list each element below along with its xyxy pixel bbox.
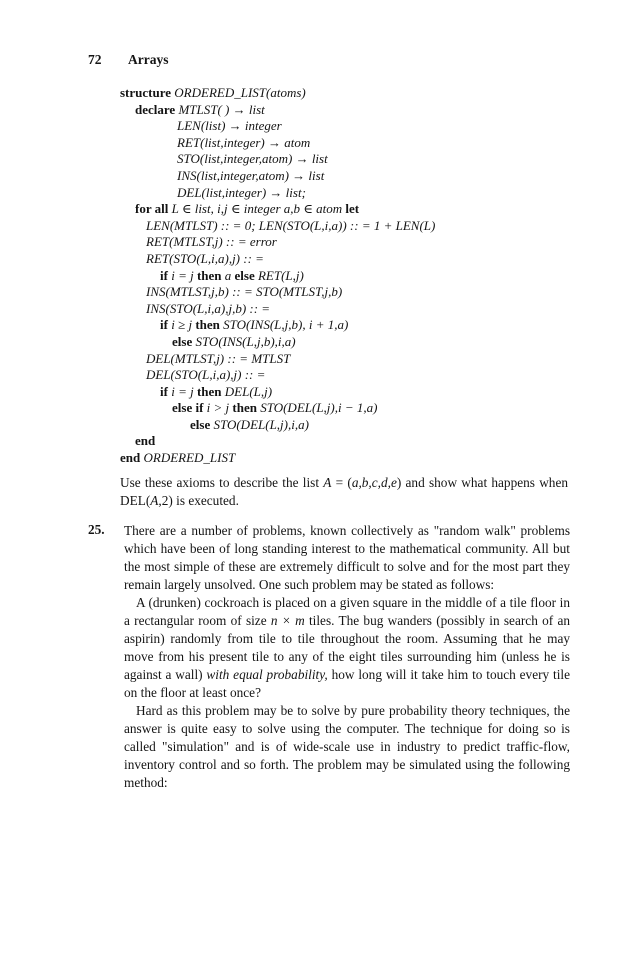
code-line: INS(list,integer,atom) → list [177, 167, 325, 183]
ordered-list-axioms [120, 85, 580, 467]
paragraph: Hard as this problem may be to solve by pure probability theory techniques, the answer is quite easy to solve using the computer. The technique for doing so is called "simulation" and is of wide-scale use in industry to predict traffic-flow, inventory control and so forth. The problem may be simulated using the following method: [124, 703, 570, 790]
page-number: 72 [88, 52, 102, 67]
paragraph: There are a number of problems, known collectively as "random walk" problems which have been of long standing interest to the mathematical community. All but the most simple of these are extremely difficult to solve and for the most part they remain largely unsolved. One such problem may be stated as follows: [124, 523, 570, 592]
code-line: structure ORDERED_LIST(atoms) [120, 85, 306, 100]
code-line: LEN(list) → integer [177, 118, 282, 134]
code-line: STO(list,integer,atom) → list [177, 151, 328, 167]
code-line: else STO(INS(L,j,b),i,a) [172, 333, 296, 349]
code-line: RET(STO(L,i,a),j) :: = [146, 250, 264, 266]
exercise-25-text [124, 522, 570, 792]
code-line: for all L ∈ list, i,j ∈ integer a,b ∈ atom let [135, 201, 360, 217]
running-head [88, 52, 169, 68]
exercise-instruction: Use these axioms to describe the list A = (a,b,c,d,e) and show what happens when DEL(A,2) is executed. [120, 475, 568, 508]
code-line: DEL(STO(L,i,a),j) :: = [146, 367, 266, 383]
code-line: INS(STO(L,i,a),j,b) :: = [146, 300, 271, 316]
code-line: else STO(DEL(L,j),i,a) [190, 416, 309, 432]
code-line: end ORDERED_LIST [120, 450, 236, 466]
code-line: INS(MTLST,j,b) :: = STO(MTLST,j,b) [146, 284, 343, 300]
code-line: DEL(list,integer) → list; [177, 184, 306, 200]
code-line: end [135, 433, 156, 449]
code-line: RET(list,integer) → atom [177, 134, 311, 150]
exercise-number: 25. [88, 522, 105, 537]
paragraph: A (drunken) cockroach is placed on a given square in the middle of a tile floor in a rectangular room of size n × m tiles. The bug wanders (possibly in search of an aspirin) randomly from tile to tile throughout the room. Assuming that he may move from his present tile to any of the eight tiles surrounding him (unless he is against a wall) with equal probability, how long will it take him to touch every tile on the floor at least once? [124, 595, 571, 700]
code-line: if i = j then a else RET(L,j) [160, 267, 304, 283]
code-line: declare MTLST( ) → list [135, 101, 265, 117]
chapter-title: Arrays [128, 52, 169, 67]
code-line: DEL(MTLST,j) :: = MTLST [146, 350, 291, 366]
code-line: RET(MTLST,j) :: = error [146, 234, 277, 250]
code-line: LEN(MTLST) :: = 0; LEN(STO(L,i,a)) :: = 1 + LEN(L) [146, 217, 436, 233]
code-line: else if i > j then STO(DEL(L,j),i − 1,a) [172, 400, 378, 416]
code-line: if i = j then DEL(L,j) [160, 383, 273, 399]
code-line: if i ≥ j then STO(INS(L,j,b), i + 1,a) [160, 317, 349, 333]
